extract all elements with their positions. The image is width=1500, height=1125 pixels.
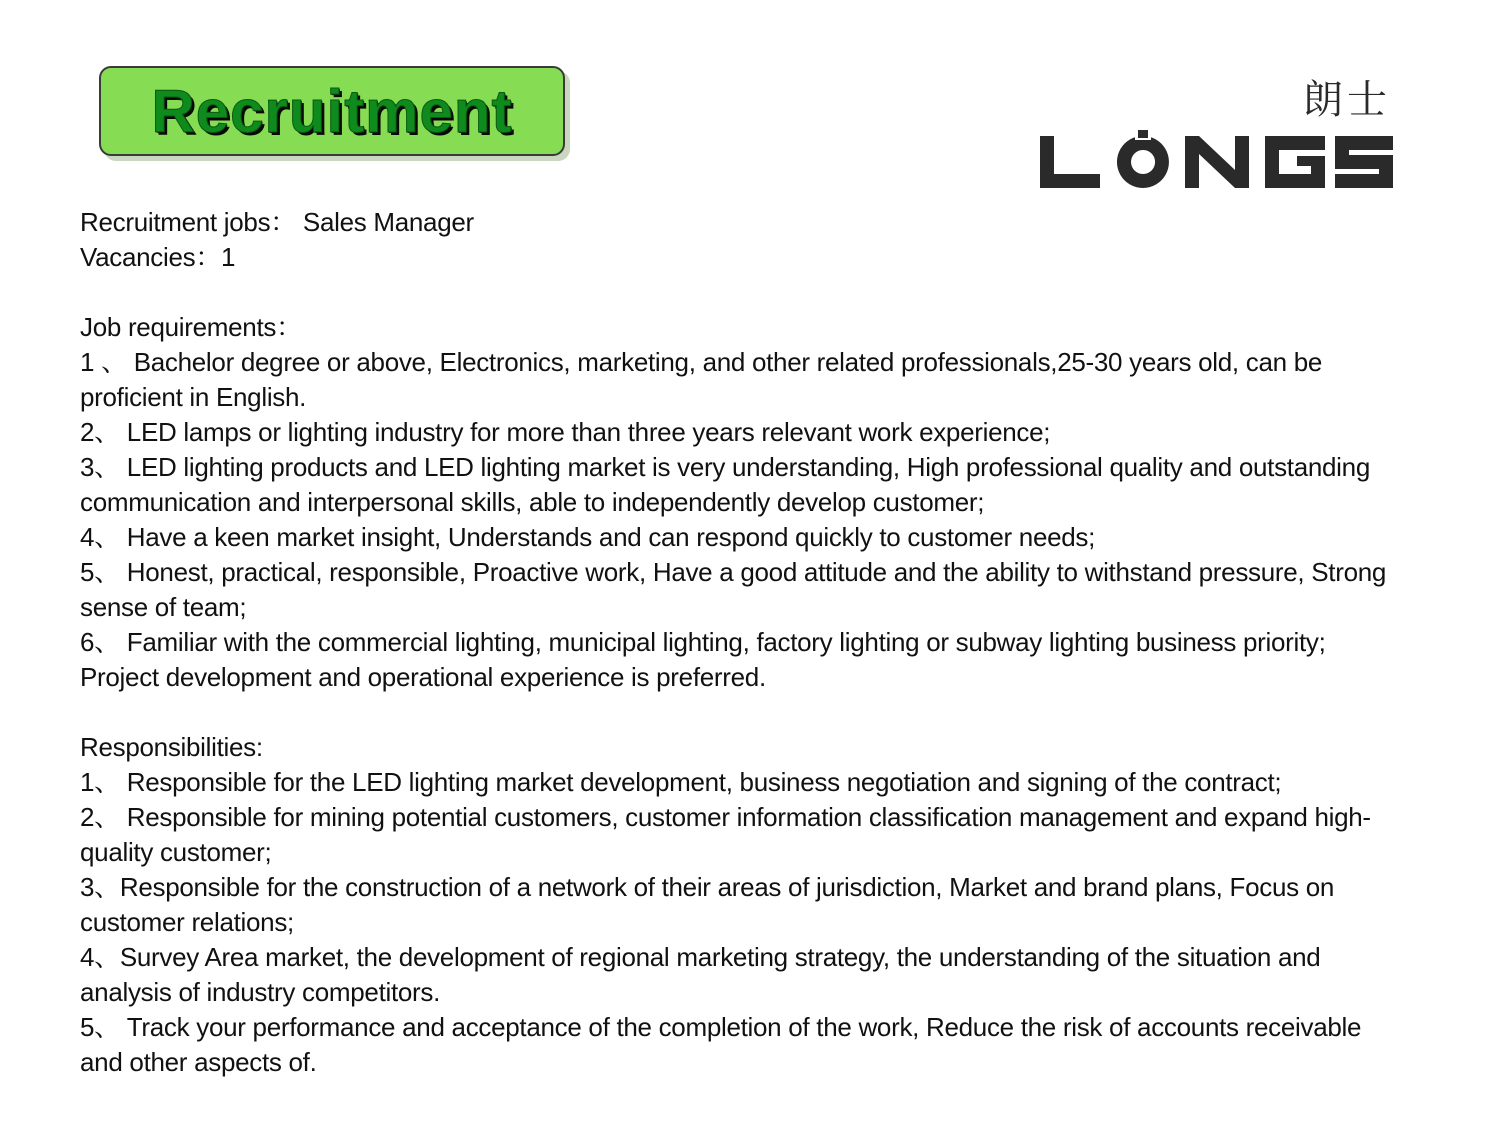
requirement-item: 5、 Honest, practical, responsible, Proactive work, Have a good attitude and the ability to withstand pressure, Strong sense of team; bbox=[80, 557, 1387, 622]
requirement-item: 4、 Have a keen market insight, Understands and can respond quickly to customer needs; bbox=[80, 522, 1096, 552]
recruitment-job-line: Recruitment jobs： Sales Manager bbox=[80, 207, 474, 237]
banner-title: Recruitment bbox=[151, 77, 513, 145]
company-logo bbox=[1035, 78, 1397, 193]
job-posting-content bbox=[80, 205, 1400, 1080]
recruitment-banner bbox=[99, 66, 565, 156]
responsibility-item: 1、 Responsible for the LED lighting market development, business negotiation and signing of the contract; bbox=[80, 767, 1282, 797]
responsibility-item: 5、 Track your performance and acceptance of the completion of the work, Reduce the risk of accounts receivable and other aspects of. bbox=[80, 1012, 1362, 1077]
vacancies-line: Vacancies：1 bbox=[80, 242, 236, 272]
requirement-item: 1 、 Bachelor degree or above, Electronics, marketing, and other related professionals,25-30 years old, can be proficient in English. bbox=[80, 347, 1323, 412]
responsibilities-heading: Responsibilities: bbox=[80, 732, 263, 762]
spacer bbox=[80, 275, 1400, 310]
responsibility-item: 2、 Responsible for mining potential customers, customer information classification management and expand high-quality customer; bbox=[80, 802, 1371, 867]
logo-chinese-text: 朗士 bbox=[1303, 77, 1391, 123]
requirement-item: 3、 LED lighting products and LED lighting market is very understanding, High professional quality and outstanding communication and interpersonal skills, able to independently develop customer; bbox=[80, 452, 1370, 517]
requirements-heading: Job requirements： bbox=[80, 312, 302, 342]
longs-wordmark-icon bbox=[1035, 128, 1397, 190]
requirement-item: 6、 Familiar with the commercial lighting, municipal lighting, factory lighting or subway lighting business priority; Project development and operational experience is preferred. bbox=[80, 627, 1326, 692]
responsibility-item: 3、Responsible for the construction of a network of their areas of jurisdiction, Market and brand plans, Focus on customer relations; bbox=[80, 872, 1335, 937]
requirement-item: 2、 LED lamps or lighting industry for more than three years relevant work experience; bbox=[80, 417, 1051, 447]
responsibility-item: 4、Survey Area market, the development of regional marketing strategy, the understanding of the situation and analysis of industry competitors. bbox=[80, 942, 1321, 1007]
spacer bbox=[80, 695, 1400, 730]
